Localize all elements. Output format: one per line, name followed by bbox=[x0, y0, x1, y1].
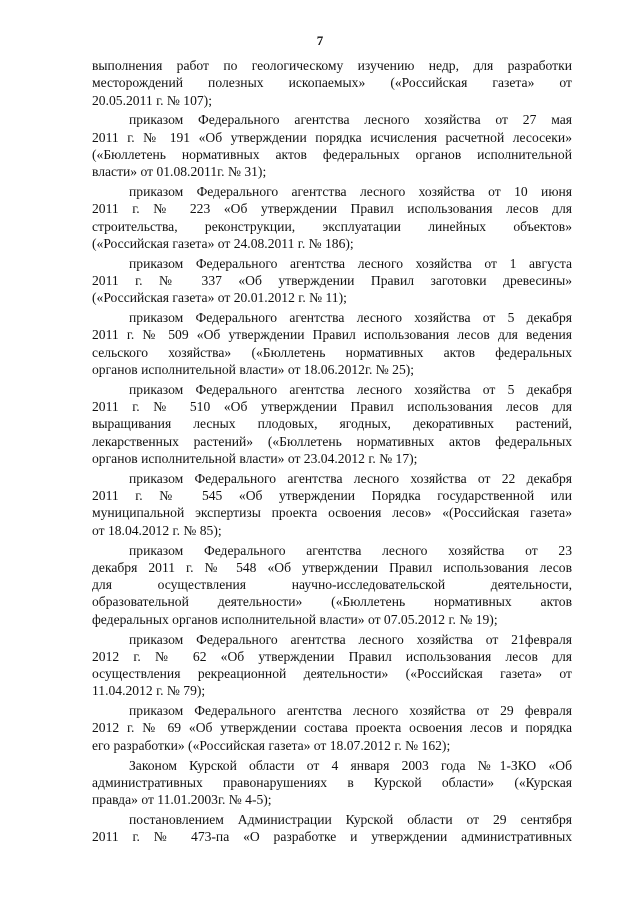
paragraph bbox=[92, 757, 572, 809]
text-line: федеральных органов исполнительной власти» от 07.05.2012 г. № 19); bbox=[92, 611, 498, 627]
text-line: приказом Федерального агентства лесного хозяйства от 27 мая bbox=[129, 112, 572, 128]
text-line: осуществления рекреационной деятельности» («Российская газета» от bbox=[92, 666, 572, 682]
text-line: правда» от 11.01.2003г. № 4-5); bbox=[92, 792, 272, 808]
paragraph bbox=[92, 542, 572, 628]
text-line: месторождений полезных ископаемых» («Российская газета» от bbox=[92, 75, 572, 91]
text-line: 2012 г. № 69 «Об утверждении состава проекта освоения лесов и порядка bbox=[92, 720, 572, 736]
paragraph bbox=[92, 57, 572, 109]
text-line: для осуществления научно-исследовательской деятельности, bbox=[92, 577, 572, 593]
text-line: 2011 г. № 545 «Об утверждении Порядка государственной или bbox=[92, 488, 572, 504]
paragraph bbox=[92, 183, 572, 252]
text-line: («Российская газета» от 24.08.2011 г. № 186); bbox=[92, 235, 354, 251]
text-line: муниципальной экспертизы проекта освоения лесов» «(Российская газета» bbox=[92, 505, 572, 521]
text-line: лекарственных растений» («Бюллетень нормативных актов федеральных bbox=[92, 433, 572, 449]
text-line: 2011 г. № 509 «Об утверждении Правил использования лесов для ведения bbox=[92, 327, 572, 343]
paragraph bbox=[92, 111, 572, 180]
text-line: 20.05.2011 г. № 107); bbox=[92, 92, 212, 108]
text-line: Законом Курской области от 4 января 2003 года №1-ЗКО «Об bbox=[129, 757, 572, 773]
text-line: постановлением Администрации Курской области от 29 сентября bbox=[129, 811, 572, 827]
text-line: приказом Федерального агентства лесного хозяйства от 10 июня bbox=[129, 184, 572, 200]
text-line: сельского хозяйства» («Бюллетень нормативных актов федеральных bbox=[92, 344, 572, 360]
text-line: 2011 г. № 191 «Об утверждении порядка исчисления расчетной лесосеки» bbox=[92, 129, 572, 145]
paragraph bbox=[92, 255, 572, 307]
text-line: приказом Федерального агентства лесного хозяйства от 23 bbox=[129, 542, 572, 558]
text-line: («Российская газета» от 20.01.2012 г. № 11); bbox=[92, 290, 347, 306]
text-line: образовательной деятельности» («Бюллетень нормативных актов bbox=[92, 594, 572, 610]
text-line: 2011 г. № 337 «Об утверждении Правил заготовки древесины» bbox=[92, 273, 572, 289]
text-line: приказом Федерального агентства лесного хозяйства от 21февраля bbox=[129, 631, 572, 647]
paragraph bbox=[92, 811, 572, 846]
text-line: его разработки» («Российская газета» от 18.07.2012 г. № 162); bbox=[92, 737, 451, 753]
text-line: 11.04.2012 г. № 79); bbox=[92, 683, 206, 699]
paragraph bbox=[92, 702, 572, 754]
text-line: 2011 г. № 510 «Об утверждении Правил использования лесов для bbox=[92, 399, 572, 415]
text-line: органов исполнительной власти» от 23.04.2012 г. № 17); bbox=[92, 451, 418, 467]
text-line: приказом Федерального агентства лесного хозяйства от 1 августа bbox=[129, 255, 572, 271]
text-line: строительства, реконструкции, эксплуатации линейных объектов» bbox=[92, 218, 572, 234]
text-line: 2012 г. № 62 «Об утверждении Правил использования лесов для bbox=[92, 648, 572, 664]
text-line: административных правонарушениях в Курской области» («Курская bbox=[92, 774, 572, 790]
text-line: приказом Федерального агентства лесного хозяйства от 5 декабря bbox=[129, 381, 572, 397]
document-body bbox=[92, 57, 572, 848]
text-line: от 18.04.2012 г. № 85); bbox=[92, 522, 222, 538]
text-line: власти» от 01.08.2011г. № 31); bbox=[92, 164, 267, 180]
text-line: органов исполнительной власти» от 18.06.2012г. № 25); bbox=[92, 362, 415, 378]
paragraph bbox=[92, 470, 572, 539]
paragraph bbox=[92, 381, 572, 467]
text-line: 2011 г. № 223 «Об утверждении Правил использования лесов для bbox=[92, 201, 572, 217]
text-line: выращивания лесных плодовых, ягодных, декоративных растений, bbox=[92, 416, 572, 432]
paragraph bbox=[92, 631, 572, 700]
text-line: 2011 г. № 473-па «О разработке и утверждении административных bbox=[92, 829, 572, 845]
paragraph bbox=[92, 309, 572, 378]
text-line: приказом Федерального агентства лесного хозяйства от 5 декабря bbox=[129, 310, 572, 326]
text-line: («Бюллетень нормативных актов федеральных органов исполнительной bbox=[92, 146, 572, 162]
page-number: 7 bbox=[316, 33, 324, 48]
text-line: приказом Федерального агентства лесного хозяйства от 29 февраля bbox=[129, 703, 572, 719]
text-line: выполнения работ по геологическому изучению недр, для разработки bbox=[92, 58, 572, 73]
text-line: декабря 2011 г. № 548 «Об утверждении Правил использования лесов bbox=[92, 559, 572, 575]
text-line: приказом Федерального агентства лесного хозяйства от 22 декабря bbox=[129, 470, 572, 486]
